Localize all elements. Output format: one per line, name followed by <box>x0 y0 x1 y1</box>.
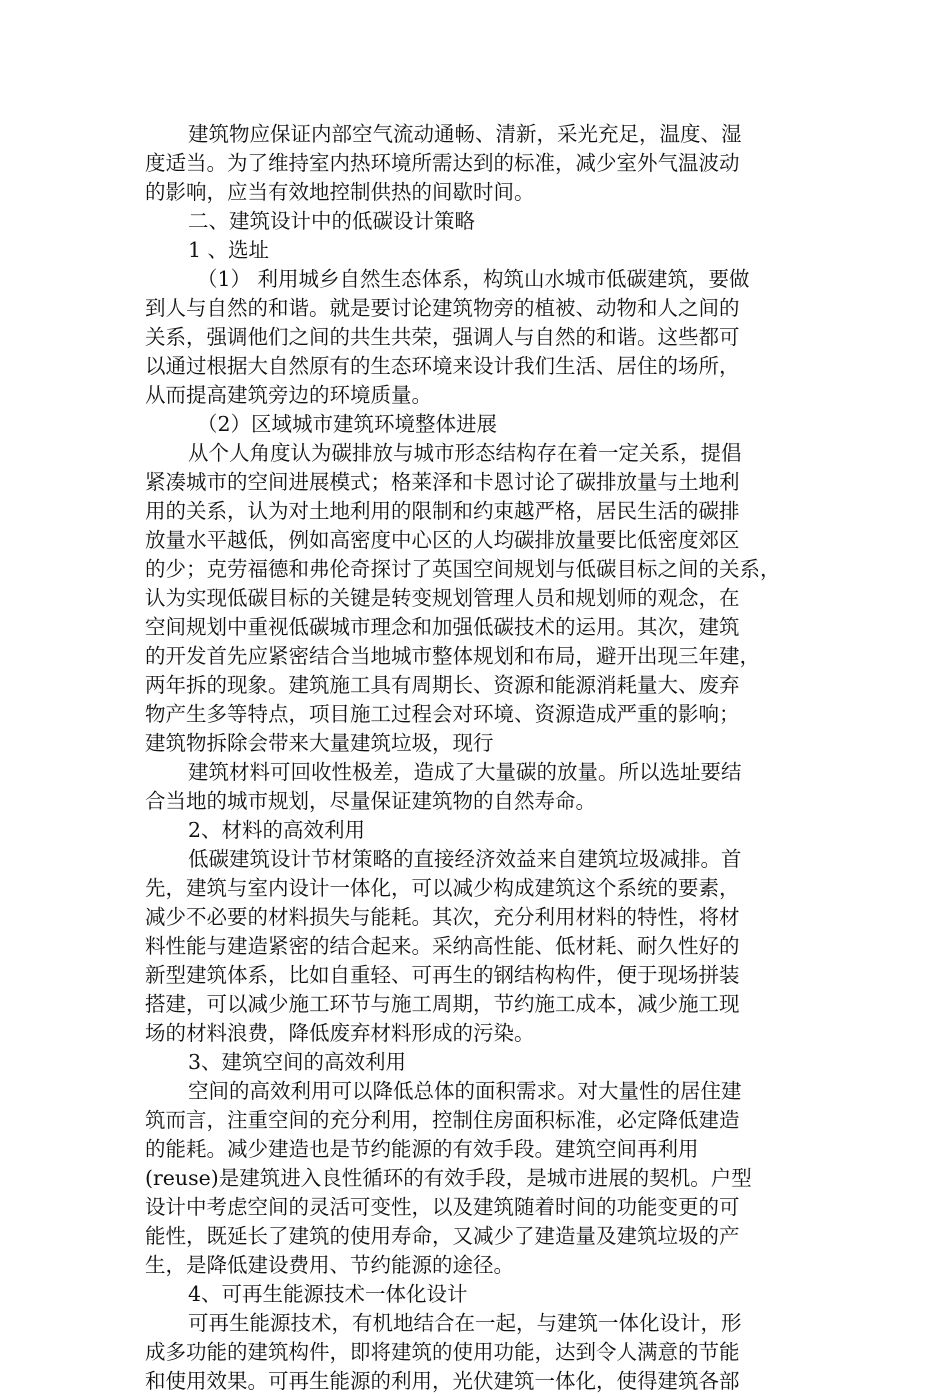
text-line: 搭建，可以减少施工环节与施工周期，节约施工成本，减少施工现 <box>145 992 740 1016</box>
text-line: 物产生多等特点，项目施工过程会对环境、资源造成严重的影响； <box>145 702 740 726</box>
text-line: 两年拆的现象。建筑施工具有周期长、资源和能源消耗量大、废弃 <box>145 673 740 697</box>
text-line: 设计中考虑空间的灵活可变性，以及建筑随着时间的功能变更的可 <box>145 1195 740 1219</box>
text-line: 先，建筑与室内设计一体化，可以减少构成建筑这个系统的要素， <box>145 876 740 900</box>
subsection-heading: 2、材料的高效利用 <box>188 818 366 842</box>
subsection-heading: （2）区域城市建筑环境整体进展 <box>197 412 498 436</box>
subsection-heading: 1 、选址 <box>188 238 270 262</box>
text-line: 认为实现低碳目标的关键是转变规划管理人员和规划师的观念，在 <box>145 586 740 610</box>
text-line: 度适当。为了维持室内热环境所需达到的标准，减少室外气温波动 <box>145 151 740 175</box>
text-line: 减少不必要的材料损失与能耗。其次，充分利用材料的特性，将材 <box>145 905 740 929</box>
text-line: 的能耗。减少建造也是节约能源的有效手段。建筑空间再利用 <box>145 1137 699 1161</box>
section-heading: 二、建筑设计中的低碳设计策略 <box>188 209 475 233</box>
text-line: 用的关系，认为对土地利用的限制和约束越严格，居民生活的碳排 <box>145 499 740 523</box>
text-line: 从而提高建筑旁边的环境质量。 <box>145 383 432 407</box>
text-line: 从个人角度认为碳排放与城市形态结构存在着一定关系，提倡 <box>188 441 742 465</box>
text-line: 成多功能的建筑构件，即将建筑的使用功能，达到令人满意的节能 <box>145 1340 740 1364</box>
text-line: 建筑材料可回收性极差，造成了大量碳的放量。所以选址要结 <box>188 760 742 784</box>
text-line: 料性能与建造紧密的结合起来。采纳高性能、低材耗、耐久性好的 <box>145 934 740 958</box>
text-line: 生，是降低建设费用、节约能源的途径。 <box>145 1253 514 1277</box>
text-line: 新型建筑体系，比如自重轻、可再生的钢结构构件，便于现场拼装 <box>145 963 740 987</box>
text-line: 的影响，应当有效地控制供热的间歇时间。 <box>145 180 535 204</box>
text-line: (reuse)是建筑进入良性循环的有效手段，是城市进展的契机。户型 <box>145 1166 752 1190</box>
text-line: 和使用效果。可再生能源的利用，光伏建筑一体化，使得建筑各部 <box>145 1369 740 1393</box>
document-body <box>145 120 805 1396</box>
text-line: 的少；克劳福德和弗伦奇探讨了英国空间规划与低碳目标之间的关系， <box>145 557 781 581</box>
subsection-heading: 4、可再生能源技术一体化设计 <box>188 1282 468 1306</box>
text-line: 合当地的城市规划，尽量保证建筑物的自然寿命。 <box>145 789 596 813</box>
text-line: 建筑物应保证内部空气流动通畅、清新，采光充足，温度、湿 <box>188 122 742 146</box>
text-line: 低碳建筑设计节材策略的直接经济效益来自建筑垃圾减排。首 <box>188 847 742 871</box>
text-line: （1） 利用城乡自然生态体系，构筑山水城市低碳建筑，要做 <box>197 267 750 291</box>
text-line: 场的材料浪费，降低废弃材料形成的污染。 <box>145 1021 535 1045</box>
text-line: 紧凑城市的空间进展模式；格莱泽和卡恩讨论了碳排放量与土地利 <box>145 470 740 494</box>
text-line: 以通过根据大自然原有的生态环境来设计我们生活、居住的场所， <box>145 354 740 378</box>
text-line: 能性，既延长了建筑的使用寿命，又减少了建造量及建筑垃圾的产 <box>145 1224 740 1248</box>
text-line: 空间的高效利用可以降低总体的面积需求。对大量性的居住建 <box>188 1079 742 1103</box>
text-line: 建筑物拆除会带来大量建筑垃圾，现行 <box>145 731 494 755</box>
text-line: 空间规划中重视低碳城市理念和加强低碳技术的运用。其次，建筑 <box>145 615 740 639</box>
text-line: 筑而言，注重空间的充分利用，控制住房面积标准，必定降低建造 <box>145 1108 740 1132</box>
subsection-heading: 3、建筑空间的高效利用 <box>188 1050 407 1074</box>
text-line: 关系，强调他们之间的共生共荣，强调人与自然的和谐。这些都可 <box>145 325 740 349</box>
text-line: 的开发首先应紧密结合当地城市整体规划和布局，避开出现三年建， <box>145 644 760 668</box>
text-line: 到人与自然的和谐。就是要讨论建筑物旁的植被、动物和人之间的 <box>145 296 740 320</box>
text-line: 放量水平越低，例如高密度中心区的人均碳排放量要比低密度郊区 <box>145 528 740 552</box>
text-line: 可再生能源技术，有机地结合在一起，与建筑一体化设计，形 <box>188 1311 742 1335</box>
